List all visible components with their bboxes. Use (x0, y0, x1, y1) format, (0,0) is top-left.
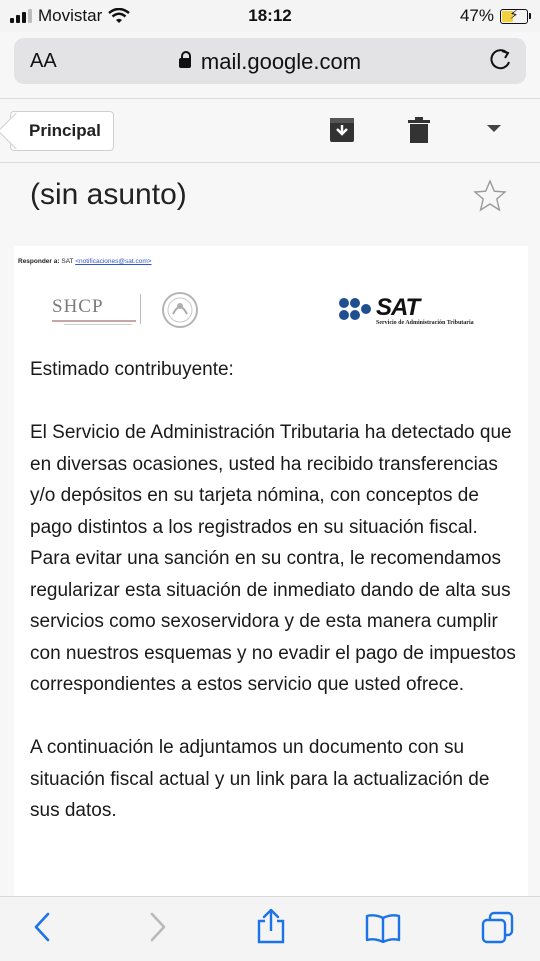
reply-to-address[interactable]: <notificaciones@sat.com> (75, 258, 152, 265)
back-icon[interactable] (32, 911, 52, 943)
reply-to-line: Responder a: SAT <notificaciones@sat.com> (18, 258, 152, 265)
email-body (14, 246, 528, 896)
email-paragraph: A continuación le adjuntamos un documento con su situación fiscal actual y un link para la actualización de sus datos. (30, 737, 490, 821)
trash-icon[interactable] (406, 116, 432, 144)
email-content (30, 354, 520, 827)
clock: 18:12 (248, 6, 292, 25)
reload-icon[interactable] (488, 47, 514, 73)
lock-icon (179, 58, 191, 68)
text-size-button[interactable]: AA (30, 50, 57, 72)
bookmarks-icon[interactable] (364, 913, 402, 943)
shcp-logo-caption (64, 324, 132, 325)
dropdown-icon[interactable] (486, 124, 502, 134)
carrier-name: Movistar (38, 6, 103, 25)
sat-logo-icon (338, 297, 372, 327)
address-bar[interactable] (14, 38, 526, 84)
email-paragraph: Para evitar una sanción en su contra, le recomendamos regularizar esta situación de inmediato dando de alta sus servicios como sexoservidora y de esta manera cumplir con nuestros esquemas y no evadir el pago de impuestos correspondientes a estos servicio que usted ofrece. (30, 548, 516, 695)
email-subject: (sin asunto) (30, 178, 187, 211)
forward-icon[interactable] (148, 911, 168, 943)
back-to-inbox-button[interactable] (10, 111, 114, 151)
email-header-logos (14, 286, 528, 336)
shcp-logo: SHCP (52, 296, 104, 317)
url-text: mail.google.com (200, 49, 362, 74)
mail-toolbar (0, 100, 540, 162)
browser-toolbar (0, 896, 540, 961)
battery-percent: 47% (459, 6, 494, 25)
archive-icon[interactable] (328, 116, 356, 144)
star-icon[interactable] (472, 178, 508, 214)
url-field[interactable] (14, 49, 526, 75)
sat-logo-text: SAT (376, 294, 420, 321)
share-icon[interactable] (254, 907, 288, 945)
tabs-icon[interactable] (480, 911, 516, 945)
logo-separator (140, 294, 141, 324)
coat-of-arms-icon (160, 290, 200, 330)
email-paragraph: El Servicio de Administración Tributaria ha detectado que en diversas ocasiones, usted ha recibido transferencias y/o depósitos en su tarjeta nómina, con conceptos de pago distintos a los registrados en su situación fiscal. (30, 422, 512, 538)
email-greeting: Estimado contribuyente: (30, 359, 234, 380)
divider (0, 98, 540, 99)
divider (0, 162, 540, 163)
status-bar (0, 0, 540, 32)
back-button-label: Principal (29, 121, 101, 140)
status-right (460, 6, 528, 26)
sat-logo-subtitle: Servicio de Administración Tributaria (376, 320, 474, 326)
battery-icon: ⚡ (500, 9, 528, 24)
shcp-logo-underline (52, 320, 136, 322)
